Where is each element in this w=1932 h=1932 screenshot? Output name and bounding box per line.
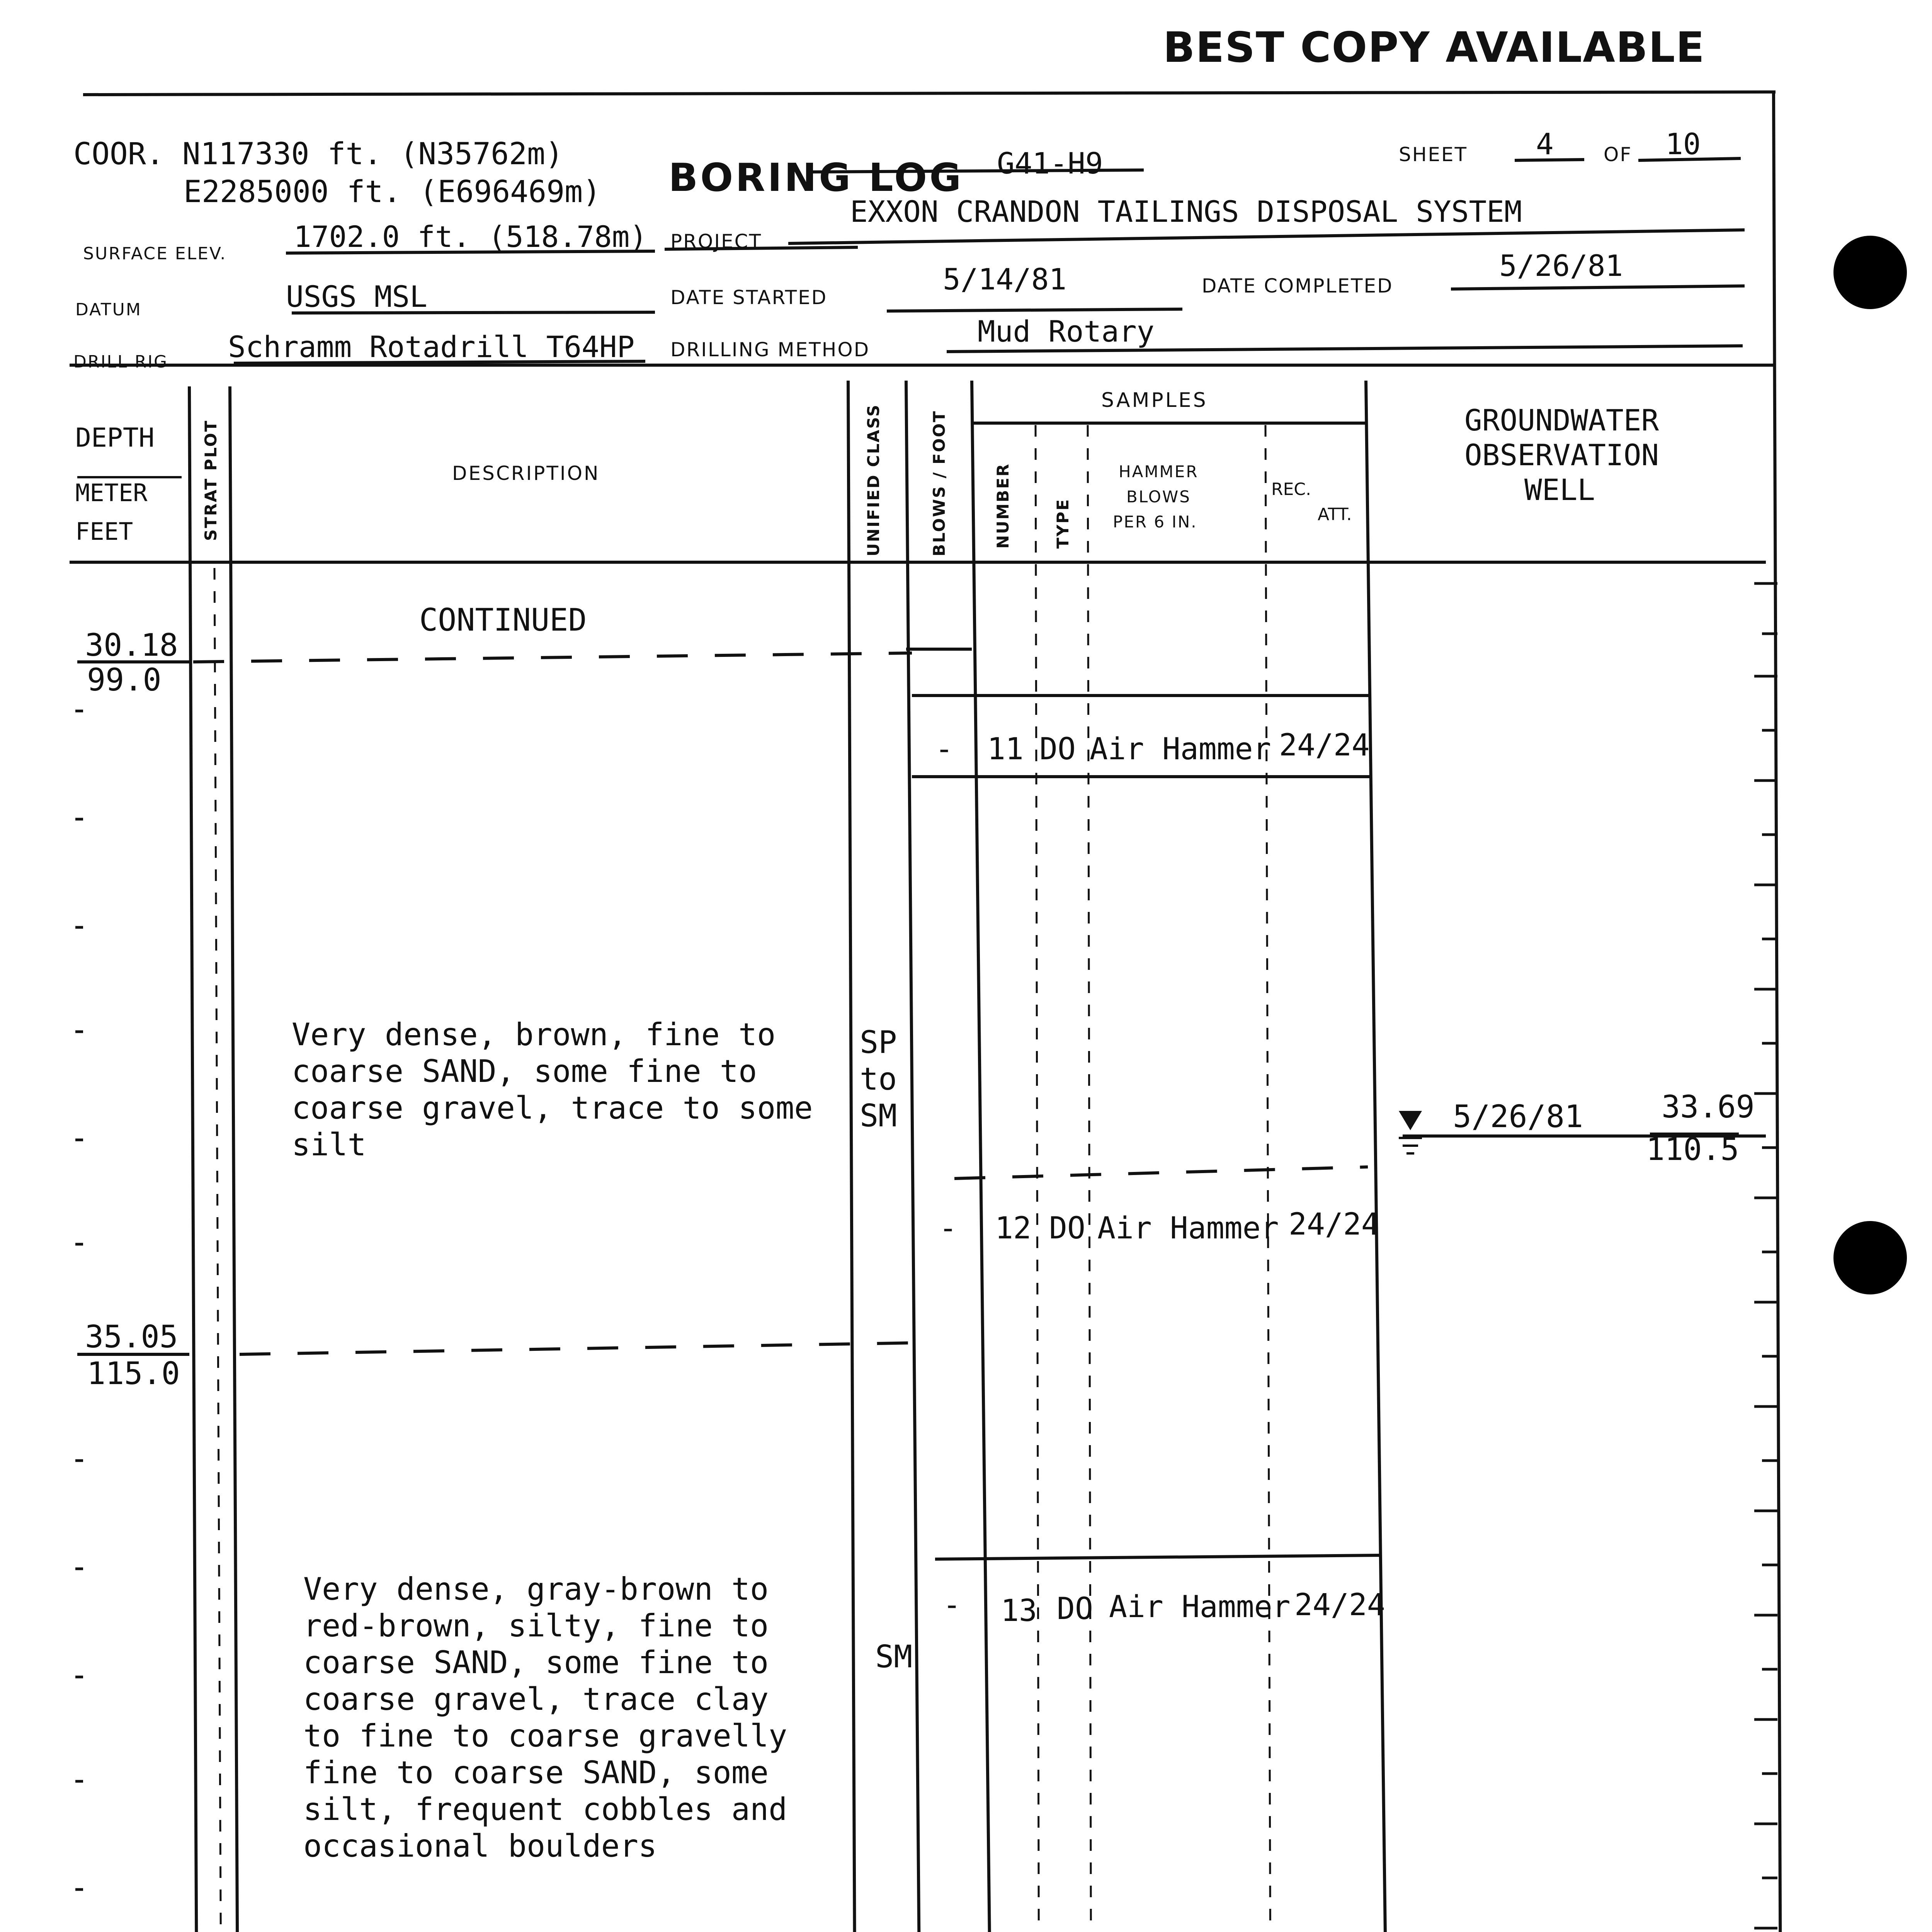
best-copy-stamp: BEST COPY AVAILABLE <box>1163 24 1705 72</box>
punch-hole-middle <box>1833 1221 1907 1294</box>
drill-rig-label: DRILL RIG <box>73 352 168 372</box>
sample-type: DO <box>1039 732 1076 767</box>
col-strat-plot: STRAT PLOT <box>201 419 220 541</box>
date-completed: 5/26/81 <box>1499 248 1623 283</box>
col-depth: DEPTH <box>75 423 155 453</box>
sample-rec: 24/24 <box>1279 728 1370 763</box>
coordinates <box>73 137 563 172</box>
groundwater-feet: 110.5 <box>1646 1131 1739 1167</box>
col-description: DESCRIPTION <box>452 462 600 485</box>
drilling-method: Mud Rotary <box>978 314 1155 349</box>
surface-elev-label: SURFACE ELEV. <box>83 244 227 264</box>
unified-class-value: SP to SM <box>860 1024 897 1134</box>
project-name: EXXON CRANDON TAILINGS DISPOSAL SYSTEM <box>850 194 1522 229</box>
col-groundwater-2: OBSERVATION <box>1464 438 1659 472</box>
coor-label: COOR. <box>73 137 164 172</box>
boring-id: G41-H9 <box>997 146 1103 180</box>
drill-rig: Schramm Rotadrill T64HP <box>228 330 635 364</box>
date-started-label: DATE STARTED <box>670 286 828 309</box>
surface-elev: 1702.0 ft. (518.78m) <box>294 219 648 254</box>
sample-hammer: Air Hammer <box>1090 732 1271 767</box>
col-groundwater-3: WELL <box>1524 473 1595 507</box>
sample-hammer: Air Hammer <box>1097 1211 1279 1246</box>
col-feet: FEET <box>75 517 133 546</box>
col-hammer-blows-1: HAMMER <box>1119 462 1199 481</box>
col-att: ATT. <box>1318 505 1352 524</box>
col-type: TYPE <box>1053 498 1072 549</box>
sample-number: 11 <box>987 732 1024 767</box>
punch-hole-top <box>1833 236 1907 309</box>
sample-blows: - <box>939 1211 957 1246</box>
col-unified-class: UNIFIED CLASS <box>864 403 883 556</box>
sample-number: 12 <box>995 1211 1031 1246</box>
col-blows-foot: BLOWS / FOOT <box>930 410 949 556</box>
project-label: PROJECT <box>670 230 762 253</box>
log-title: BORING LOG <box>668 155 964 200</box>
sample-hammer: Air Hammer <box>1109 1590 1291 1624</box>
col-number: NUMBER <box>993 463 1012 549</box>
sample-type: DO <box>1057 1592 1093 1626</box>
depth-marker-meter: 35.05 <box>85 1319 178 1355</box>
sample-rec: 24/24 <box>1289 1207 1379 1242</box>
of-label: OF <box>1604 143 1633 166</box>
sample-type: DO <box>1049 1211 1085 1246</box>
datum-label: DATUM <box>75 300 142 320</box>
date-completed-label: DATE COMPLETED <box>1202 275 1393 297</box>
coor-north: N117330 ft. (N35762m) <box>182 137 563 172</box>
depth-marker-feet: 115.0 <box>87 1355 180 1391</box>
col-hammer-blows-2: BLOWS <box>1126 487 1191 506</box>
unified-class-value: SM <box>875 1639 913 1675</box>
sheet-number: 4 <box>1536 127 1554 161</box>
sheet-label: SHEET <box>1399 143 1468 166</box>
col-samples: SAMPLES <box>1101 389 1208 412</box>
water-level-icon <box>1399 1111 1422 1153</box>
date-started: 5/14/81 <box>943 262 1067 296</box>
drilling-method-label: DRILLING METHOD <box>670 338 870 361</box>
depth-marker-feet: 99.0 <box>87 662 162 698</box>
sample-rec: 24/24 <box>1294 1588 1385 1622</box>
sample-blows: - <box>935 732 953 767</box>
datum-value: USGS MSL <box>286 279 428 314</box>
col-rec: REC. <box>1271 480 1311 499</box>
col-hammer-blows-3: PER 6 IN. <box>1113 512 1197 531</box>
col-meter: METER <box>75 479 148 507</box>
sheet-total: 10 <box>1665 127 1701 161</box>
groundwater-meter: 33.69 <box>1662 1089 1755 1125</box>
coor-east: E2285000 ft. (E696469m) <box>184 175 601 209</box>
sample-blows: - <box>943 1588 961 1622</box>
depth-marker-meter: 30.18 <box>85 627 178 663</box>
stratum-description: Very dense, gray-brown to red-brown, silty, fine to coarse SAND, some fine to coarse gravel, trace clay to fine to coarse gravelly fine to coarse SAND, some silt, frequent cobbles and occasional boulders <box>303 1571 787 1864</box>
groundwater-date: 5/26/81 <box>1453 1099 1583 1134</box>
stratum-description: Very dense, brown, fine to coarse SAND, some fine to coarse gravel, trace to some silt <box>292 1017 813 1163</box>
stratum-description: CONTINUED <box>419 602 587 638</box>
sample-number: 13 <box>1001 1594 1037 1628</box>
col-groundwater-1: GROUNDWATER <box>1464 403 1659 437</box>
